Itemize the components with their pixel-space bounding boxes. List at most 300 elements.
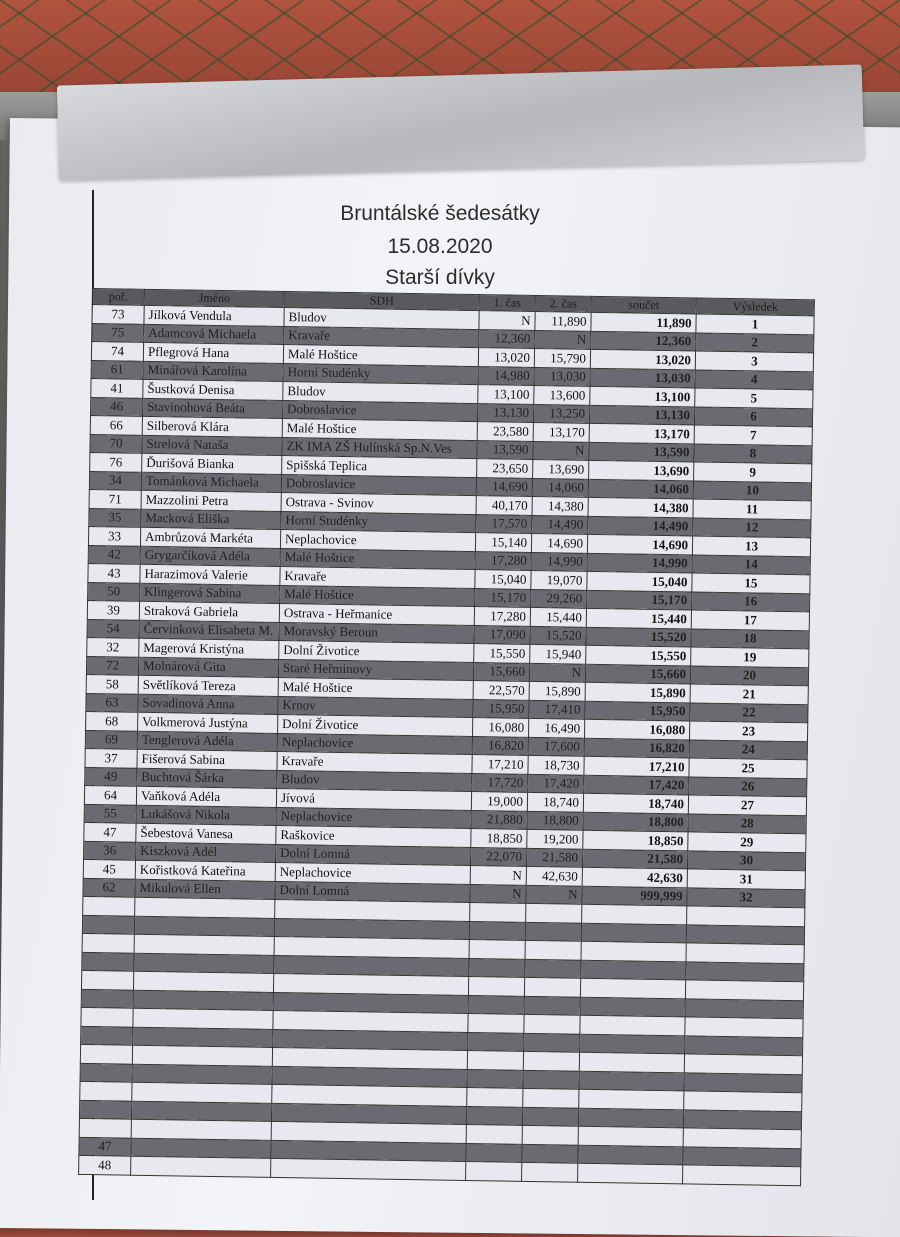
cell-time2: 14,990	[531, 552, 587, 571]
empty-cell	[525, 940, 581, 959]
cell-name: Fišerová Sabina	[137, 749, 277, 770]
empty-cell	[686, 943, 804, 963]
cell-result: 23	[689, 721, 807, 741]
cell-time2: 15,890	[529, 681, 585, 700]
cell-order: 50	[88, 582, 140, 601]
empty-cell	[683, 1146, 801, 1166]
empty-cell	[467, 1069, 523, 1088]
cell-result: 22	[690, 702, 808, 722]
cell-time2: 17,410	[529, 700, 585, 719]
cell-result: 13	[692, 536, 810, 556]
empty-cell	[466, 1106, 522, 1125]
empty-cell	[685, 998, 803, 1018]
cell-time1: N	[470, 866, 526, 885]
cell-time2: 15,520	[530, 626, 586, 645]
cell-time1: 17,090	[474, 625, 530, 644]
cell-result: 16	[692, 591, 810, 611]
col-header-time1: 1. čas	[479, 295, 535, 312]
cell-time2: 21,580	[526, 848, 582, 867]
cell-order: 74	[91, 342, 143, 361]
cell-result: 6	[694, 406, 812, 426]
cell-sdh: Neplachovice	[276, 807, 471, 829]
cell-time2: N	[526, 885, 582, 904]
cell-sdh: Ostrava - Svinov	[281, 492, 476, 514]
results-body	[79, 305, 815, 1186]
category-title: Starší dívky	[385, 266, 495, 289]
cell-sdh: Dobroslavice	[282, 400, 477, 422]
cell-sum: 15,950	[585, 701, 690, 721]
cell-time1: 15,140	[475, 533, 531, 552]
empty-cell	[467, 1050, 523, 1069]
empty-cell	[684, 1091, 802, 1111]
cell-time2: N	[535, 330, 591, 349]
cell-time1: 15,040	[475, 570, 531, 589]
cell-sum: 15,170	[587, 590, 692, 610]
cell-time2: 17,600	[528, 737, 584, 756]
results-table	[78, 288, 815, 1186]
cell-result: 25	[689, 758, 807, 778]
empty-cell	[80, 1063, 132, 1082]
empty-cell	[135, 897, 275, 918]
cell-order: 75	[92, 323, 144, 342]
cell-result: 15	[692, 573, 810, 593]
cell-time2: 13,170	[533, 422, 589, 441]
cell-name: Volkmerová Justýna	[138, 712, 278, 733]
cell-result: 27	[688, 795, 806, 815]
empty-cell	[580, 1015, 685, 1035]
cell-sum: 15,550	[586, 645, 691, 665]
cell-sdh: Horní Studénky	[283, 363, 478, 385]
cell-name: Straková Gabriela	[139, 601, 279, 622]
empty-cell	[685, 1017, 803, 1037]
cell-time1: 12,360	[479, 329, 535, 348]
cell-sdh: Dolní Lomná	[275, 844, 470, 866]
col-header-sum: součet	[591, 296, 696, 314]
cell-time1: 23,650	[477, 459, 533, 478]
cell-order: 41	[91, 378, 143, 397]
cell-order: 47	[84, 822, 136, 841]
empty-cell	[468, 1013, 524, 1032]
cell-order: 72	[86, 656, 138, 675]
cell-name: Kořistková Kateřina	[135, 860, 275, 881]
empty-cell	[683, 1109, 801, 1129]
cell-time1: 13,100	[478, 385, 534, 404]
cell-result: 14	[692, 554, 810, 574]
cell-name: Strelová Nataša	[142, 435, 282, 456]
cell-name: Silberová Klára	[142, 416, 282, 437]
empty-cell	[685, 980, 803, 1000]
cell-name: Mazzolini Petra	[141, 490, 281, 511]
cell-sdh: Spišská Teplica	[282, 456, 477, 478]
empty-cell	[524, 977, 580, 996]
cell-sum: 14,490	[588, 516, 693, 536]
cell-order: 47	[79, 1137, 131, 1156]
cell-result: 1	[696, 314, 814, 334]
cell-name: Buchtová Šárka	[137, 768, 277, 789]
cell-sum: 15,520	[586, 627, 691, 647]
cell-result: 12	[693, 517, 811, 537]
cell-sum: 14,380	[588, 497, 693, 517]
cell-time1: 17,280	[475, 551, 531, 570]
empty-cell	[466, 1143, 522, 1162]
cell-time1: N	[470, 884, 526, 903]
cell-time1: 13,590	[477, 440, 533, 459]
cell-name: Mikulová Ellen	[135, 879, 275, 900]
cell-time1: 40,170	[476, 496, 532, 515]
empty-cell	[467, 1087, 523, 1106]
empty-cell	[578, 1145, 683, 1165]
empty-cell	[524, 1033, 580, 1052]
cell-time1: 15,660	[473, 662, 529, 681]
cell-result: 31	[687, 869, 805, 889]
cell-order: 66	[90, 415, 142, 434]
cell-time2: 15,940	[530, 644, 586, 663]
empty-cell	[524, 996, 580, 1015]
cell-order: 36	[84, 841, 136, 860]
cell-name: Lukášová Nikola	[136, 805, 276, 826]
cell-sum: 13,130	[589, 405, 694, 425]
cell-result: 7	[694, 425, 812, 445]
empty-cell	[579, 1052, 684, 1072]
empty-cell	[526, 903, 582, 922]
empty-cell	[523, 1070, 579, 1089]
cell-name: Magerová Kristýna	[139, 638, 279, 659]
empty-cell	[469, 940, 525, 959]
cell-name: Kiszková Adél	[136, 842, 276, 863]
empty-cell	[684, 1072, 802, 1092]
cell-time2: N	[533, 441, 589, 460]
event-title: Bruntálské šedesátky	[340, 202, 540, 225]
cell-name: Macková Eliška	[141, 509, 281, 530]
cell-time2: 18,740	[527, 792, 583, 811]
col-header-time2: 2. čas	[535, 295, 591, 312]
cell-name: Sovadinová Anna	[138, 694, 278, 715]
empty-cell	[685, 1035, 803, 1055]
empty-cell	[131, 1101, 271, 1122]
cell-sdh: Jívová	[276, 788, 471, 810]
empty-cell	[82, 933, 134, 952]
cell-order: 49	[85, 767, 137, 786]
cell-time1: 22,570	[473, 681, 529, 700]
cell-sdh: Malé Hoštice	[282, 419, 477, 441]
cell-result: 32	[687, 887, 805, 907]
cell-time1: 17,280	[474, 607, 530, 626]
empty-cell	[132, 1045, 272, 1066]
empty-cell	[131, 1119, 271, 1140]
cell-time2: 13,250	[533, 404, 589, 423]
empty-cell	[580, 1034, 685, 1054]
cell-sum: 13,030	[590, 368, 695, 388]
cell-sdh: Ostrava - Heřmanice	[279, 603, 474, 625]
empty-cell	[133, 990, 273, 1011]
cell-result: 18	[691, 628, 809, 648]
cell-time1: 16,080	[473, 718, 529, 737]
empty-cell	[466, 1161, 522, 1180]
empty-cell	[134, 934, 274, 955]
cell-order: 43	[88, 563, 140, 582]
cell-time1: 23,580	[477, 422, 533, 441]
cell-sdh: Staré Heřminovy	[278, 659, 473, 681]
cell-sdh: Malé Hoštice	[278, 677, 473, 699]
cell-time2: 18,800	[527, 811, 583, 830]
cell-result: 19	[691, 647, 809, 667]
cell-sdh: Bludov	[283, 382, 478, 404]
empty-cell	[522, 1107, 578, 1126]
cell-sdh: Bludov	[277, 770, 472, 792]
cell-sdh: Malé Hoštice	[283, 345, 478, 367]
cell-sum: 21,580	[582, 849, 687, 869]
empty-cell	[80, 1044, 132, 1063]
cell-sum: 18,800	[583, 812, 688, 832]
cell-time2: 19,070	[531, 570, 587, 589]
cell-order: 32	[87, 637, 139, 656]
cell-time1: 19,000	[471, 792, 527, 811]
cell-name: Klingerová Sabina	[140, 583, 280, 604]
cell-order: 62	[83, 878, 135, 897]
cell-sum: 13,020	[590, 349, 695, 369]
cell-name: Vaňková Adéla	[136, 786, 276, 807]
cell-order: 61	[91, 360, 143, 379]
col-header-name: Jméno	[144, 289, 284, 307]
cell-order: 76	[90, 452, 142, 471]
empty-cell	[468, 1032, 524, 1051]
cell-sum: 18,740	[583, 793, 688, 813]
empty-cell	[581, 923, 686, 943]
cell-sdh: Neplachovice	[275, 862, 470, 884]
cell-sum: 13,590	[589, 442, 694, 462]
cell-time1: 15,950	[473, 699, 529, 718]
empty-cell	[79, 1100, 131, 1119]
cell-time1: 13,130	[477, 403, 533, 422]
cell-sdh: Dobroslavice	[281, 474, 476, 496]
cell-order: 69	[85, 730, 137, 749]
empty-cell	[578, 1108, 683, 1128]
cell-name: Tománková Michaela	[141, 472, 281, 493]
cell-result: 26	[689, 776, 807, 796]
cell-sum: 15,660	[585, 664, 690, 684]
cell-order: 34	[89, 471, 141, 490]
empty-cell	[81, 970, 133, 989]
empty-cell	[134, 953, 274, 974]
cell-order: 42	[88, 545, 140, 564]
empty-cell	[81, 989, 133, 1008]
cell-order: 54	[87, 619, 139, 638]
cell-result: 11	[693, 499, 811, 519]
cell-time1: 18,850	[471, 829, 527, 848]
empty-cell	[82, 915, 134, 934]
empty-cell	[525, 959, 581, 978]
cell-sdh: Malé Hoštice	[280, 548, 475, 570]
cell-sum: 11,890	[591, 312, 696, 332]
empty-cell	[131, 1156, 271, 1177]
empty-cell	[582, 904, 687, 924]
empty-cell	[132, 1064, 272, 1085]
cell-name: Molnárová Gita	[138, 657, 278, 678]
cell-sdh: Bludov	[284, 308, 479, 330]
col-header-sdh: SDH	[284, 292, 479, 311]
empty-cell	[686, 924, 804, 944]
empty-cell	[686, 961, 804, 981]
cell-result: 10	[693, 480, 811, 500]
cell-order: 71	[89, 489, 141, 508]
cell-sdh: Neplachovice	[280, 529, 475, 551]
cell-order: 39	[87, 600, 139, 619]
empty-cell	[468, 977, 524, 996]
cell-time1: 14,690	[476, 477, 532, 496]
cell-order: 58	[86, 674, 138, 693]
empty-cell	[134, 916, 274, 937]
cell-result: 9	[694, 462, 812, 482]
cell-time2: 16,490	[529, 718, 585, 737]
cell-time2: 17,420	[528, 774, 584, 793]
cell-sdh: Moravský Beroun	[279, 622, 474, 644]
cell-result: 17	[691, 610, 809, 630]
cell-order: 68	[86, 711, 138, 730]
cell-time2: 19,200	[527, 829, 583, 848]
cell-time1: 17,720	[472, 773, 528, 792]
empty-cell	[581, 960, 686, 980]
empty-cell	[579, 1089, 684, 1109]
cell-result: 4	[695, 369, 813, 389]
empty-cell	[131, 1138, 271, 1159]
cell-sdh: Raškovice	[276, 825, 471, 847]
empty-cell	[81, 1007, 133, 1026]
cell-time2: 14,060	[532, 478, 588, 497]
cell-sum: 13,690	[589, 460, 694, 480]
cell-name: Ďurišová Bianka	[142, 453, 282, 474]
cell-sum: 15,040	[587, 571, 692, 591]
cell-sum: 18,850	[583, 830, 688, 850]
cell-name: Šebestová Vanesa	[136, 823, 276, 844]
cell-name: Pflegrová Hana	[143, 342, 283, 363]
cell-order: 37	[85, 748, 137, 767]
cell-time2: N	[529, 663, 585, 682]
empty-cell	[133, 1008, 273, 1029]
cell-time2: 13,600	[534, 385, 590, 404]
cell-order: 46	[90, 397, 142, 416]
cell-sdh: Dolní Životice	[279, 640, 474, 662]
cell-time1: 14,980	[478, 366, 534, 385]
cell-sum: 14,690	[587, 534, 692, 554]
cell-time1: 21,880	[471, 810, 527, 829]
empty-cell	[83, 896, 135, 915]
cell-order: 35	[89, 508, 141, 527]
cell-order: 45	[83, 859, 135, 878]
cell-order: 63	[86, 693, 138, 712]
cell-result: 2	[696, 332, 814, 352]
cell-sum: 14,990	[587, 553, 692, 573]
cell-order: 64	[84, 785, 136, 804]
cell-time1: 22,070	[470, 847, 526, 866]
cell-time2: 15,790	[534, 348, 590, 367]
cell-time2: 11,890	[535, 311, 591, 330]
cell-name: Ambrůzová Markéta	[140, 527, 280, 548]
cell-time2: 13,030	[534, 367, 590, 386]
cell-sum: 17,420	[584, 775, 689, 795]
cell-name: Tenglerová Adéla	[137, 731, 277, 752]
empty-cell	[469, 958, 525, 977]
cell-time1: 15,550	[474, 644, 530, 663]
cell-sdh: Kravaře	[280, 566, 475, 588]
empty-cell	[470, 903, 526, 922]
empty-cell	[468, 995, 524, 1014]
cell-sum: 999,999	[582, 886, 687, 906]
cell-name: Stavinohová Beáta	[142, 398, 282, 419]
cell-order: 48	[79, 1155, 131, 1174]
col-header-result: Výsledek	[696, 298, 814, 316]
cell-time2: 42,630	[526, 866, 582, 885]
cell-sum: 15,890	[585, 682, 690, 702]
cell-time1: 16,820	[472, 736, 528, 755]
cell-sum: 16,080	[584, 719, 689, 739]
empty-cell	[579, 1071, 684, 1091]
empty-cell	[523, 1051, 579, 1070]
cell-sum: 17,210	[584, 756, 689, 776]
cell-sdh: Krnov	[278, 696, 473, 718]
empty-cell	[580, 978, 685, 998]
empty-cell	[524, 1014, 580, 1033]
empty-cell	[581, 941, 686, 961]
cell-sum: 12,360	[591, 331, 696, 351]
cell-sdh: Dolní Životice	[278, 714, 473, 736]
cell-result: 28	[688, 813, 806, 833]
event-date: 15.08.2020	[387, 235, 493, 258]
cell-time1: 15,170	[475, 588, 531, 607]
cell-sum: 15,440	[586, 608, 691, 628]
empty-cell	[523, 1088, 579, 1107]
cell-order: 73	[92, 305, 144, 324]
empty-cell	[525, 922, 581, 941]
cell-result: 5	[695, 388, 813, 408]
cell-result: 30	[687, 850, 805, 870]
cell-result: 29	[688, 832, 806, 852]
cell-name: Adamcová Michaela	[144, 324, 284, 345]
cell-sdh: Malé Hoštice	[280, 585, 475, 607]
cell-sdh: Kravaře	[277, 751, 472, 773]
cell-time1: 17,210	[472, 755, 528, 774]
cell-time1: N	[479, 311, 535, 330]
col-header-order: poř.	[92, 289, 144, 306]
cell-sum: 13,170	[589, 423, 694, 443]
cell-name: Harazimová Valerie	[140, 564, 280, 585]
empty-cell	[271, 1158, 466, 1180]
cell-time2: 15,440	[530, 607, 586, 626]
cell-result: 24	[689, 739, 807, 759]
empty-cell	[81, 1026, 133, 1045]
cell-result: 21	[690, 684, 808, 704]
cell-time1: 13,020	[478, 348, 534, 367]
cell-time2: 29,260	[531, 589, 587, 608]
empty-cell	[80, 1081, 132, 1100]
empty-cell	[687, 906, 805, 926]
empty-cell	[684, 1054, 802, 1074]
cell-name: Jílková Vendula	[144, 305, 284, 326]
cell-time1: 17,570	[476, 514, 532, 533]
cell-order: 70	[90, 434, 142, 453]
cell-name: Grygarčíková Adéla	[140, 546, 280, 567]
empty-cell	[133, 1027, 273, 1048]
cell-time2: 18,730	[528, 755, 584, 774]
empty-cell	[522, 1162, 578, 1181]
cell-sdh: Neplachovice	[277, 733, 472, 755]
cell-sum: 42,630	[582, 867, 687, 887]
empty-cell	[82, 952, 134, 971]
cell-time2: 13,690	[533, 459, 589, 478]
cell-result: 20	[690, 665, 808, 685]
cell-order: 55	[84, 804, 136, 823]
cell-sdh: Dolní Lomná	[275, 881, 470, 903]
empty-cell	[469, 921, 525, 940]
